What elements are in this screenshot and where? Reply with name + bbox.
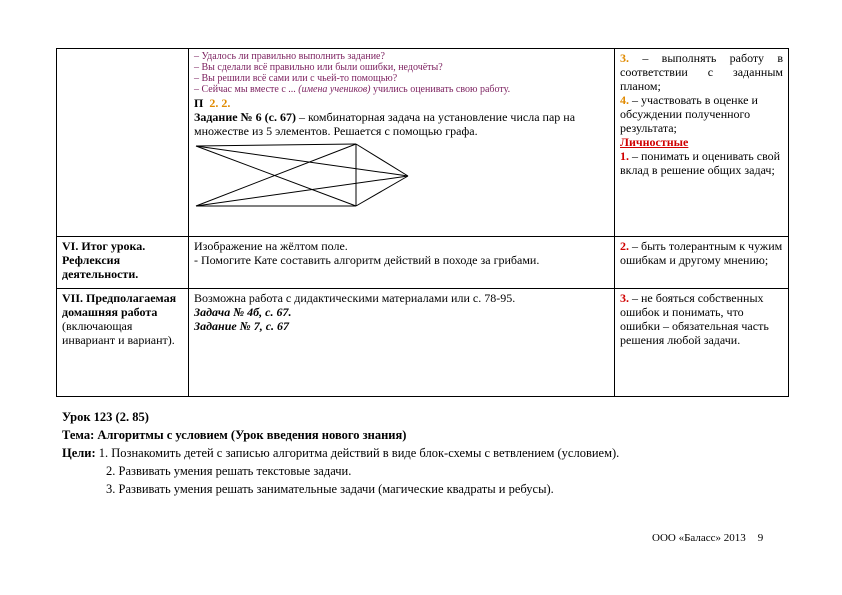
- p-marker: П 2. 2.: [194, 96, 231, 110]
- lesson-goal-1: Цели: 1. Познакомить детей с записью алгоритма действий в виде блок-схемы с ветвлением (условием).: [62, 446, 620, 460]
- question-1: – Удалось ли правильно выполнить задание?: [194, 51, 385, 62]
- page-number: 9: [757, 532, 764, 544]
- uud-item-4: 4. – участвовать в оценке и обсуждении полученного результата;: [620, 93, 758, 135]
- lesson-header: [62, 408, 802, 498]
- lesson-topic: Тема: Алгоритмы с условием (Урок введения нового знания): [62, 428, 407, 442]
- publisher: ООО «Баласс» 2013: [652, 532, 746, 544]
- table-row: [57, 289, 789, 397]
- homework-task-b: Задание № 7, с. 67: [194, 319, 290, 333]
- table-row: [57, 49, 789, 237]
- personal-header: Личностные: [620, 135, 689, 149]
- activity-line: Изображение на жёлтом поле.: [194, 239, 348, 253]
- activity-cell: [189, 237, 615, 289]
- homework-task-a: Задача № 4б, с. 67.: [194, 305, 292, 319]
- question-4: – Сейчас мы вместе с ... (имена учеников) учились оценивать свою работу.: [194, 84, 511, 95]
- uud-cell: [615, 49, 789, 237]
- stage-cell-empty: [57, 49, 189, 237]
- uud-cell: 3. – не бояться собственных ошибок и понимать, что ошибки – обязательная часть решения любой задачи.: [615, 289, 789, 397]
- homework-title: VII. Предполагаемая домашняя работа: [62, 291, 177, 319]
- stage-cell: VI. Итог урока. Рефлексия деятельности.: [57, 237, 189, 289]
- stage-cell: [57, 289, 189, 397]
- uud-item-3: 3. – выполнять работу в соответствии с заданным планом;: [620, 51, 783, 93]
- lesson-goal-2: 2. Развивать умения решать текстовые задачи.: [106, 464, 352, 478]
- personal-item-1: 1. – понимать и оценивать свой вклад в решение общих задач;: [620, 149, 781, 177]
- activity-cell: [189, 49, 615, 237]
- table-row: [57, 237, 789, 289]
- lesson-plan-table: [56, 48, 789, 397]
- task-6: Задание № 6 (с. 67) – комбинаторная задача на установление числа пар на множестве из 5 элементов. Решается с помощью графа.: [194, 110, 576, 138]
- lesson-title: Урок 123 (2. 85): [62, 410, 149, 424]
- activity-line: - Помогите Кате составить алгоритм действий в походе за грибами.: [194, 253, 540, 267]
- activity-line: Возможна работа с дидактическими материалами или с. 78-95.: [194, 291, 516, 305]
- activity-cell: [189, 289, 615, 397]
- graph-diagram: [194, 140, 414, 208]
- page-footer: [652, 532, 763, 544]
- lesson-goal-3: 3. Развивать умения решать занимательные задачи (магические квадраты и ребусы).: [106, 482, 554, 496]
- uud-cell: 2. – быть толерантным к чужим ошибкам и другому мнению;: [615, 237, 789, 289]
- question-2: – Вы сделали всё правильно или были ошибки, недочёты?: [194, 62, 443, 73]
- question-3: – Вы решили всё сами или с чьей-то помощью?: [194, 73, 398, 84]
- homework-note: (включающая инвариант и вариант).: [62, 319, 175, 347]
